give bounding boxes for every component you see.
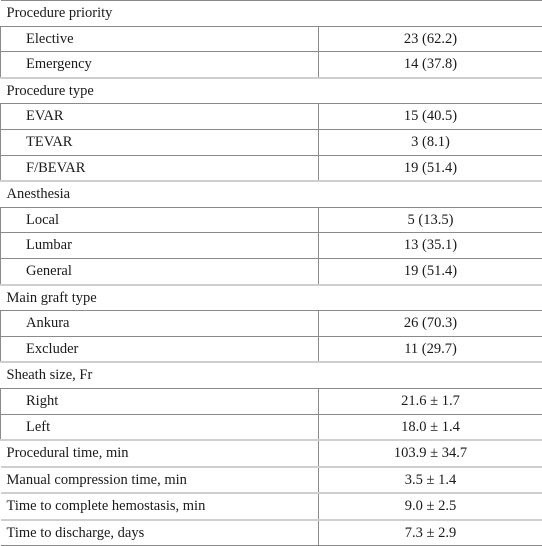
table-row-procedural-time <box>1 440 542 467</box>
table-row-time-to-hemostasis <box>1 493 542 520</box>
table-row-right <box>1 388 542 414</box>
row-label: Local <box>1 207 319 233</box>
table-row-left <box>1 414 542 440</box>
row-value: 26 (70.3) <box>319 311 542 337</box>
row-label: Procedural time, min <box>1 440 319 467</box>
row-value: 18.0 ± 1.4 <box>319 414 542 440</box>
section-label: Sheath size, Fr <box>1 362 542 388</box>
section-row-procedure-type <box>1 78 542 104</box>
row-value: 15 (40.5) <box>319 104 542 130</box>
row-value: 11 (29.7) <box>319 336 542 362</box>
row-value: 3 (8.1) <box>319 129 542 155</box>
row-value: 23 (62.2) <box>319 26 542 52</box>
row-value: 19 (51.4) <box>319 155 542 181</box>
row-value: 19 (51.4) <box>319 258 542 284</box>
table-row-elective <box>1 26 542 52</box>
row-label: Time to discharge, days <box>1 520 319 546</box>
table-row-manual-compression-time <box>1 467 542 494</box>
row-label: Ankura <box>1 311 319 337</box>
section-label: Main graft type <box>1 285 542 311</box>
row-value: 103.9 ± 34.7 <box>319 440 542 467</box>
row-value: 13 (35.1) <box>319 233 542 259</box>
row-value: 7.3 ± 2.9 <box>319 520 542 546</box>
row-value: 21.6 ± 1.7 <box>319 388 542 414</box>
section-label: Procedure type <box>1 78 542 104</box>
table-row-general <box>1 258 542 284</box>
row-label: F/BEVAR <box>1 155 319 181</box>
row-label: Time to complete hemostasis, min <box>1 493 319 520</box>
table-row-time-to-discharge <box>1 520 542 546</box>
row-label: General <box>1 258 319 284</box>
row-value: 5 (13.5) <box>319 207 542 233</box>
row-label: TEVAR <box>1 129 319 155</box>
section-row-procedure-priority <box>1 1 542 27</box>
section-row-main-graft-type <box>1 285 542 311</box>
row-value: 3.5 ± 1.4 <box>319 467 542 494</box>
row-label: Left <box>1 414 319 440</box>
section-label: Procedure priority <box>1 1 542 27</box>
table-row-evar <box>1 104 542 130</box>
table-row-local <box>1 207 542 233</box>
table-row-emergency <box>1 52 542 78</box>
table-body <box>1 1 542 546</box>
section-row-sheath-size <box>1 362 542 388</box>
section-label: Anesthesia <box>1 181 542 207</box>
table-row-tevar <box>1 129 542 155</box>
table-row-ankura <box>1 311 542 337</box>
row-label: EVAR <box>1 104 319 130</box>
table-row-excluder <box>1 336 542 362</box>
table-row-lumbar <box>1 233 542 259</box>
row-label: Excluder <box>1 336 319 362</box>
row-value: 9.0 ± 2.5 <box>319 493 542 520</box>
row-label: Right <box>1 388 319 414</box>
row-value: 14 (37.8) <box>319 52 542 78</box>
row-label: Lumbar <box>1 233 319 259</box>
section-row-anesthesia <box>1 181 542 207</box>
row-label: Elective <box>1 26 319 52</box>
row-label: Emergency <box>1 52 319 78</box>
table-row-fbevar <box>1 155 542 181</box>
row-label: Manual compression time, min <box>1 467 319 494</box>
